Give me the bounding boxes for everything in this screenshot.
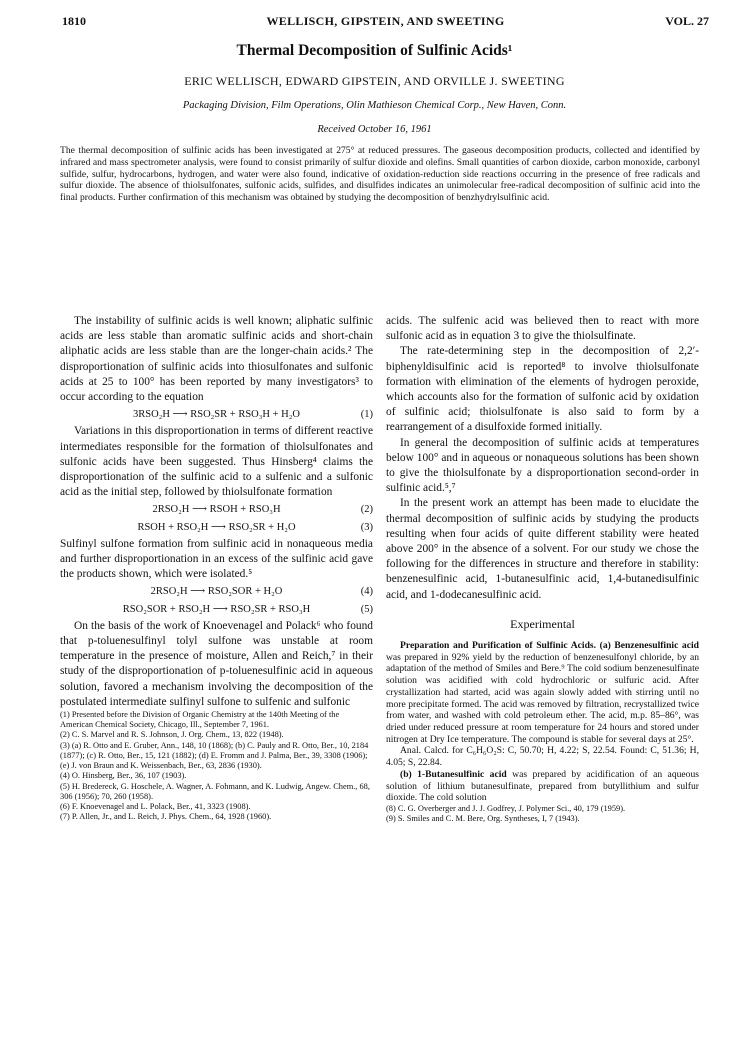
footnotes-left xyxy=(60,710,373,822)
footnote: (6) F. Knoevenagel and L. Polack, Ber., 41, 3323 (1908). xyxy=(60,801,251,811)
equation-2 xyxy=(60,502,373,517)
footnote: (8) C. G. Overberger and J. J. Godfrey, J. Polymer Sci., 40, 179 (1959). xyxy=(386,803,626,813)
equation-number: (5) xyxy=(360,603,373,615)
article-title: Thermal Decomposition of Sulfinic Acids¹ xyxy=(236,42,513,59)
experimental-text xyxy=(386,640,699,804)
paragraph: The rate-determining step in the decomposition of 2,2′-biphenyldisulfinic acid is reported⁸ to involve thiolsulfonate formation with elimination of the elements of hydrogen peroxide, which accounts also for the formation of sulfonic acid by oxidation of sulfinic acid; thiolsulfonate is also said to form by a rearrangement of a disulfoxide formed initially. xyxy=(386,345,699,434)
equation-number: (1) xyxy=(360,409,373,421)
paragraph: Sulfinyl sulfone formation from sulfinic acid in nonaqueous media and further disproportionation in an excess of the sulfinic acid gave the products shown, which were isolated.⁵ xyxy=(60,537,373,581)
equation-text: RSO₂SOR + RSO₂H ⟶ RSO₂SR + RSO₃H xyxy=(122,603,311,615)
paragraph: acids. The sulfenic acid was believed then to react with more sulfonic acid as in equation 3 to give the thiolsulfinate. xyxy=(386,315,699,343)
equation-text: 2RSO₂H ⟶ RSO₂SOR + H₂O xyxy=(150,586,283,598)
paragraph: In general the decomposition of sulfinic acids at temperatures below 100° and in aqueous or nonaqueous solutions has been shown to give the thiolsulfonate by a disproportionation second-order in sulfinic acid.⁵,⁷ xyxy=(386,436,699,495)
paragraph: In the present work an attempt has been made to elucidate the thermal decomposition of sulfinic acids by studying the products resulting when four acids of quite different stability were heated above 200° in the absence of a solvent. For our study we chose the following for the differences in structure and therefore in stability: benzenesulfinic acid, 1-butanesulfinic acid, 1,4-butanedisulfinic acid, and 1-dodecanesulfinic acid. xyxy=(386,497,699,601)
volume-label: VOL. 27 xyxy=(665,14,709,28)
running-head: WELLISCH, GIPSTEIN, AND SWEETING xyxy=(266,14,505,28)
equation-text: RSOH + RSO₂H ⟶ RSO₂SR + H₂O xyxy=(137,521,296,533)
footnote: (7) P. Allen, Jr., and L. Reich, J. Phys. Chem., 64, 1928 (1960). xyxy=(60,812,272,822)
page-number: 1810 xyxy=(62,14,86,28)
equation-number: (2) xyxy=(360,504,373,516)
run-in-heading: (b) 1-Butanesulfinic acid xyxy=(400,768,507,780)
equation-number: (4) xyxy=(360,586,373,598)
equation-3 xyxy=(60,520,373,535)
paragraph: Variations in this disproportionation in terms of different reactive intermediates responsible for the formation of thiolsulfonates and sulfonic acids have been suggested. Thus Hinsberg⁴ claims the disproportionation of the sulfinic acid to a sulfenic and a sulfonic acid as the initial step, followed by thiolsulfonate formation xyxy=(60,425,373,499)
equation-number: (3) xyxy=(360,521,373,533)
equation-4 xyxy=(60,584,373,599)
section-heading: Experimental xyxy=(510,616,575,631)
analysis-line: Anal. Calcd. for C₆H₆O₂S: C, 50.70; H, 4.22; S, 22.54. Found: C, 51.36; H, 4.05; S, 22.84. xyxy=(386,745,699,769)
footnote: (5) H. Bredereck, G. Hoschele, A. Wagner, A. Fohmann, and K. Ludwig, Angew. Chem., 68, 306 (1956); 70, 260 (1958). xyxy=(60,781,370,801)
received-date: Received October 16, 1961 xyxy=(317,124,432,135)
right-column xyxy=(386,314,699,824)
paragraph: On the basis of the work of Knoevenagel and Polack⁶ who found that p-toluenesulfinyl tolyl sulfone was unstable at room temperature in the presence of moisture, Allen and Reich,⁷ in their study of the disproportionation of p-toluenesulfinic acid in aqueous solution, favored a mechanism involving the decomposition of the postulated intermediate sulfinyl sulfone to sulfenic and sulfonic xyxy=(60,619,373,708)
footnote: (2) C. S. Marvel and R. S. Johnson, J. Org. Chem., 13, 822 (1948). xyxy=(60,730,284,740)
left-column xyxy=(60,314,373,822)
footnote: (3) (a) R. Otto and E. Gruber, Ann., 148, 10 (1868); (b) C. Pauly and R. Otto, Ber., 10, 2184 (1877); (c) R. Otto, Ber., 15, 121 (1882); (d) E. Fromm and J. Palma, Ber., 39, 3308 (1906); (e) J. von Braun and K. Weissenbach, Ber., 63, 2836 (1930). xyxy=(60,740,369,771)
paragraph: The instability of sulfinic acids is well known; aliphatic sulfinic acids are less stable than aromatic sulfinic acids and short-chain aliphatic acids are less stable than are the longer-chain acids.² The disproportionation of sulfinic acids into thiosulfonates and sulfonic acids at 25 to 100° has been reported by many investigators³ to occur according to the equation xyxy=(60,315,373,404)
footnotes-right xyxy=(386,804,699,824)
running-header xyxy=(62,14,709,32)
abstract: The thermal decomposition of sulfinic acids has been investigated at 275° at reduced pressures. The gaseous decomposition products, collected and identified by infrared and mass spectrometer analysis, were found to consist primarily of sulfur dioxide and olefins. Small quantities of carbon dioxide, carbon monoxide, carbonyl sulfide, sulfur, hydrocarbons, hydrogen, and water were also found, indicative of oxidation-reduction side reactions occurring in the presence of free radicals and sulfur dioxide. The absence of thiolsulfonates, sulfonic acids, sulfides, and disulfides indicates an unimolecular free-radical decomposition of sulfinic acid into the final products. Further confirmation of this mechanism was obtained by studying the decomposition of benzhydrylsulfinic acid. xyxy=(60,145,700,204)
footnote: (1) Presented before the Division of Organic Chemistry at the 140th Meeting of the American Chemical Society, Chicago, Ill., September 7, 1961. xyxy=(60,710,340,730)
run-in-heading: Preparation and Purification of Sulfinic Acids. (a) Benzenesulfinic acid xyxy=(400,640,699,652)
equation-1 xyxy=(60,407,373,422)
equation-text: 2RSO₂H ⟶ RSOH + RSO₃H xyxy=(152,504,281,516)
footnote: (9) S. Smiles and C. M. Bere, Org. Syntheses, I, 7 (1943). xyxy=(386,814,580,824)
author-list: ERIC WELLISCH, EDWARD GIPSTEIN, AND ORVILLE J. SWEETING xyxy=(184,74,565,88)
equation-5 xyxy=(60,602,373,617)
equation-text: 3RSO₂H ⟶ RSO₂SR + RSO₃H + H₂O xyxy=(133,409,300,421)
paragraph-body: was prepared by acidification of an aqueous solution of lithium butanesulfinate, prepared from butyllithium and sulfur dioxide. The cold solution xyxy=(386,768,699,804)
paragraph xyxy=(386,769,699,804)
footnote: (4) O. Hinsberg, Ber., 36, 107 (1903). xyxy=(60,771,187,781)
affiliation: Packaging Division, Film Operations, Olin Mathieson Chemical Corp., New Haven, Conn. xyxy=(182,100,567,111)
paragraph-body: was prepared in 92% yield by the reduction of benzenesulfonyl chloride, by an adaptation of the method of Smiles and Bere.⁹ The cold sodium benzenesulfinate solution was acidified with cold hydrochloric or sulfuric acid. After crystallization had started, acid was again slowly added with stirring until no more precipitate formed. The acid was removed by filtration, recrystallized twice from water, and washed with cold petroleum ether. The acid, m.p. 85–86°, was dried under reduced pressure at room temperature for 24 hours and stored under nitrogen at Dry Ice temperature. The compound is stable for several days at 25°. xyxy=(386,651,699,745)
paragraph xyxy=(386,640,699,745)
